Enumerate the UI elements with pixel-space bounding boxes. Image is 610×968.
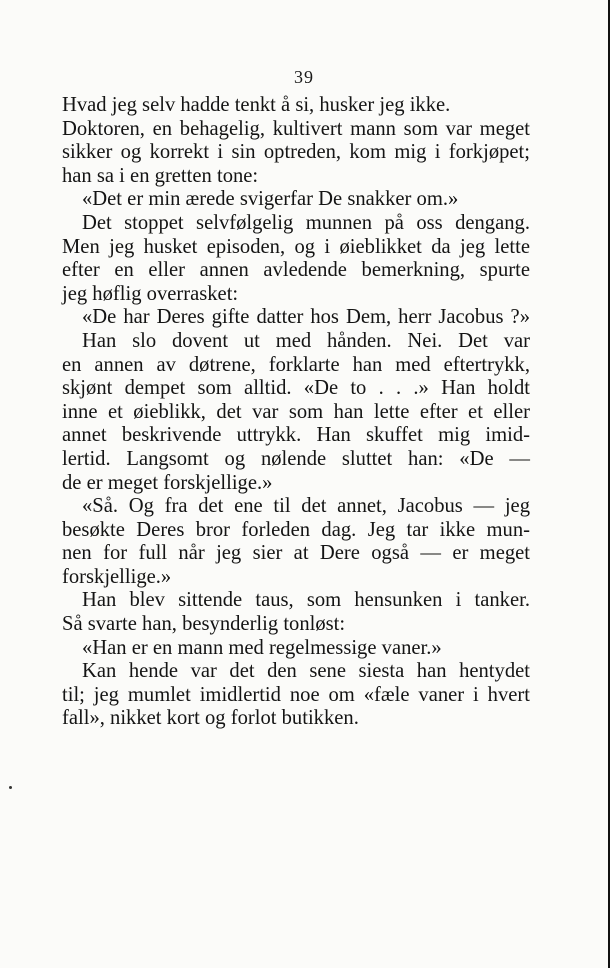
text-line: han sa i en gretten tone: [62, 164, 259, 187]
body-text [62, 94, 530, 731]
text-line: «Så. Og fra det ene til det annet, Jacobus — jeg [82, 495, 530, 518]
text-line: besøkte Deres bror forleden dag. Jeg tar ikke mun- [62, 518, 530, 541]
text-line: lertid. Langsomt og nølende sluttet han: «De — [62, 447, 530, 470]
text-line: Så svarte han, besynderlig tonløst: [62, 613, 346, 636]
text-line: Kan hende var det den sene siesta han hentydet [82, 660, 530, 683]
text-line: Han blev sittende taus, som hensunken i tanker. [82, 589, 530, 612]
text-line: forskjellige.» [62, 565, 172, 588]
text-line: fall», nikket kort og forlot butikken. [62, 707, 359, 730]
text-line: «De har Deres gifte datter hos Dem, herr Jacobus ?» [82, 306, 530, 329]
text-line: Det stoppet selvfølgelig munnen på oss dengang. [82, 211, 530, 234]
text-line: Han slo dovent ut med hånden. Nei. Det var [82, 329, 530, 352]
text-line: de er meget forskjellige.» [62, 471, 273, 494]
text-line: «Det er min ærede svigerfar De snakker om.» [82, 188, 459, 211]
text-line: sikker og korrekt i sin optreden, kom mig i forkjøpet; [62, 141, 530, 164]
text-line: Men jeg husket episoden, og i øieblikket da jeg lette [62, 235, 530, 258]
text-line: Hvad jeg selv hadde tenkt å si, husker jeg ikke. [62, 94, 451, 116]
text-line: nen for full når jeg sier at Dere også — er meget [62, 542, 530, 565]
text-line: annet beskrivende uttrykk. Han skuffet mig imid- [62, 424, 530, 447]
page-number: 39 [294, 67, 314, 87]
text-line: en annen av døtrene, forklarte han med eftertrykk, [62, 353, 530, 376]
text-line: inne et øieblikk, det var som han lette efter et eller [62, 400, 530, 423]
text-line: Doktoren, en behagelig, kultivert mann som var meget [62, 117, 530, 140]
text-line: «Han er en mann med regelmessige vaner.» [82, 636, 442, 659]
text-line: skjønt dempet som alltid. «De to . . .» Han holdt [62, 377, 530, 400]
text-line: efter en eller annen avledende bemerkning, spurte [62, 259, 530, 282]
text-line: til; jeg mumlet imidlertid noe om «fæle vaner i hvert [62, 683, 530, 706]
text-line: jeg høflig overrasket: [62, 282, 239, 305]
ink-speck [9, 786, 12, 789]
